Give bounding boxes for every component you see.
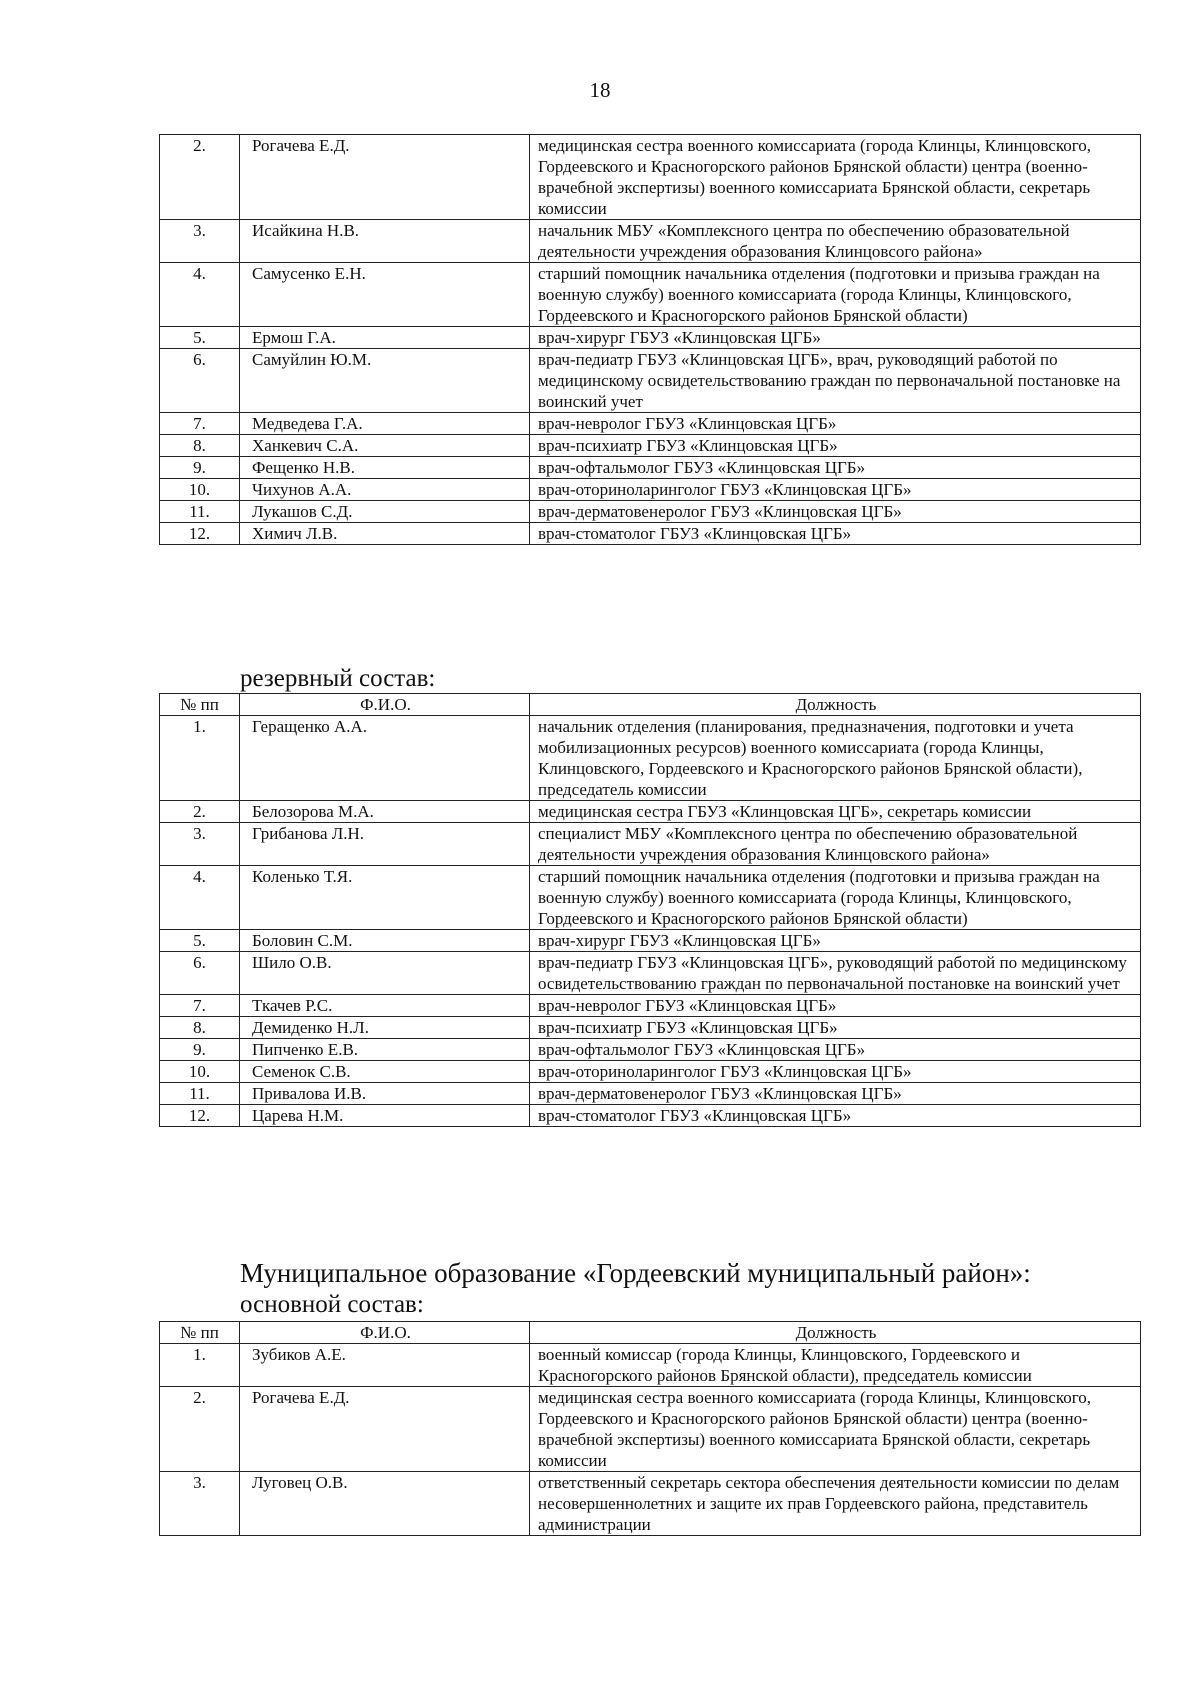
member-name: Боловин С.М. xyxy=(240,930,530,952)
header-num: № пп xyxy=(160,694,240,716)
member-name: Рогачева Е.Д. xyxy=(240,135,530,220)
table-row xyxy=(160,501,1141,523)
row-number: 12. xyxy=(160,1105,240,1127)
member-position: начальник отделения (планирования, предназначения, подготовки и учета мобилизационных ресурсов) военного комиссариата (города Клинцы, Клинцовского, Гордеевского и Красногорского районов Брянской области), председатель комиссии xyxy=(530,716,1141,801)
member-name: Чихунов А.А. xyxy=(240,479,530,501)
reserve-heading: резервный состав: xyxy=(240,665,436,692)
row-number: 6. xyxy=(160,952,240,995)
member-position: врач-психиатр ГБУЗ «Клинцовская ЦГБ» xyxy=(530,1017,1141,1039)
page-number: 18 xyxy=(589,78,611,102)
members-table-continued xyxy=(159,134,1141,545)
member-position: врач-невролог ГБУЗ «Клинцовская ЦГБ» xyxy=(530,995,1141,1017)
row-number: 11. xyxy=(160,501,240,523)
table-row xyxy=(160,1039,1141,1061)
table-row xyxy=(160,995,1141,1017)
member-position: ответственный секретарь сектора обеспечения деятельности комиссии по делам несовершеннолетних и защите их прав Гордеевского района, представитель администрации xyxy=(530,1472,1141,1536)
table-row xyxy=(160,801,1141,823)
member-name: Пипченко Е.В. xyxy=(240,1039,530,1061)
member-name: Ермош Г.А. xyxy=(240,327,530,349)
table-row xyxy=(160,220,1141,263)
table-row xyxy=(160,823,1141,866)
member-position: военный комиссар (города Клинцы, Клинцовского, Гордеевского и Красногорского районов Брянской области), председатель комиссии xyxy=(530,1344,1141,1387)
reserve-members-table xyxy=(159,693,1141,1127)
member-position: старший помощник начальника отделения (подготовки и призыва граждан на военную службу) военного комиссариата (города Клинцы, Клинцовского, Гордеевского и Красногорского районов Брянской области) xyxy=(530,866,1141,930)
table-row xyxy=(160,1344,1141,1387)
member-name: Белозорова М.А. xyxy=(240,801,530,823)
table-row xyxy=(160,930,1141,952)
row-number: 8. xyxy=(160,1017,240,1039)
row-number: 1. xyxy=(160,716,240,801)
member-position: врач-оториноларинголог ГБУЗ «Клинцовская ЦГБ» xyxy=(530,1061,1141,1083)
row-number: 12. xyxy=(160,523,240,545)
member-position: медицинская сестра ГБУЗ «Клинцовская ЦГБ», секретарь комиссии xyxy=(530,801,1141,823)
header-num: № пп xyxy=(160,1322,240,1344)
header-name: Ф.И.О. xyxy=(240,1322,530,1344)
table-row xyxy=(160,1083,1141,1105)
member-position: врач-дерматовенеролог ГБУЗ «Клинцовская ЦГБ» xyxy=(530,1083,1141,1105)
main-composition-heading: основной состав: xyxy=(240,1291,424,1318)
row-number: 10. xyxy=(160,1061,240,1083)
row-number: 11. xyxy=(160,1083,240,1105)
table-row xyxy=(160,135,1141,220)
member-position: старший помощник начальника отделения (подготовки и призыва граждан на военную службу) военного комиссариата (города Клинцы, Клинцовского, Гордеевского и Красногорского районов Брянской области) xyxy=(530,263,1141,327)
member-position: врач-стоматолог ГБУЗ «Клинцовская ЦГБ» xyxy=(530,523,1141,545)
table-row xyxy=(160,952,1141,995)
table-row xyxy=(160,435,1141,457)
row-number: 1. xyxy=(160,1344,240,1387)
member-name: Химич Л.В. xyxy=(240,523,530,545)
member-position: врач-педиатр ГБУЗ «Клинцовская ЦГБ», врач, руководящий работой по медицинскому освидетельствованию граждан по первоначальной постановке на воинский учет xyxy=(530,349,1141,413)
member-name: Рогачева Е.Д. xyxy=(240,1387,530,1472)
member-name: Геращенко А.А. xyxy=(240,716,530,801)
table-row xyxy=(160,523,1141,545)
member-name: Зубиков А.Е. xyxy=(240,1344,530,1387)
row-number: 4. xyxy=(160,263,240,327)
member-position: врач-хирург ГБУЗ «Клинцовская ЦГБ» xyxy=(530,930,1141,952)
table-row xyxy=(160,479,1141,501)
header-name: Ф.И.О. xyxy=(240,694,530,716)
member-position: врач-педиатр ГБУЗ «Клинцовская ЦГБ», руководящий работой по медицинскому освидетельствованию граждан по первоначальной постановке на воинский учет xyxy=(530,952,1141,995)
member-position: врач-стоматолог ГБУЗ «Клинцовская ЦГБ» xyxy=(530,1105,1141,1127)
row-number: 9. xyxy=(160,1039,240,1061)
member-position: врач-невролог ГБУЗ «Клинцовская ЦГБ» xyxy=(530,413,1141,435)
member-name: Медведева Г.А. xyxy=(240,413,530,435)
row-number: 3. xyxy=(160,220,240,263)
member-position: начальник МБУ «Комплексного центра по обеспечению образовательной деятельности учреждения образования Клинцовсого района» xyxy=(530,220,1141,263)
member-position: врач-офтальмолог ГБУЗ «Клинцовская ЦГБ» xyxy=(530,457,1141,479)
member-name: Демиденко Н.Л. xyxy=(240,1017,530,1039)
table-row xyxy=(160,1472,1141,1536)
table-row xyxy=(160,1017,1141,1039)
table-row xyxy=(160,716,1141,801)
row-number: 3. xyxy=(160,1472,240,1536)
header-position: Должность xyxy=(530,1322,1141,1344)
table-row xyxy=(160,263,1141,327)
member-name: Самуйлин Ю.М. xyxy=(240,349,530,413)
table-row xyxy=(160,866,1141,930)
member-name: Фещенко Н.В. xyxy=(240,457,530,479)
table-row xyxy=(160,327,1141,349)
table-header-row xyxy=(160,1322,1141,1344)
row-number: 3. xyxy=(160,823,240,866)
table-row xyxy=(160,1105,1141,1127)
row-number: 5. xyxy=(160,930,240,952)
gordeevsky-members-table xyxy=(159,1321,1141,1536)
member-name: Луговец О.В. xyxy=(240,1472,530,1536)
row-number: 2. xyxy=(160,801,240,823)
member-position: врач-хирург ГБУЗ «Клинцовская ЦГБ» xyxy=(530,327,1141,349)
header-position: Должность xyxy=(530,694,1141,716)
municipality-heading: Муниципальное образование «Гордеевский муниципальный район»: xyxy=(240,1258,1031,1288)
member-name: Исайкина Н.В. xyxy=(240,220,530,263)
row-number: 2. xyxy=(160,1387,240,1472)
table-row xyxy=(160,1387,1141,1472)
member-position: врач-дерматовенеролог ГБУЗ «Клинцовская ЦГБ» xyxy=(530,501,1141,523)
member-name: Грибанова Л.Н. xyxy=(240,823,530,866)
member-name: Ткачев Р.С. xyxy=(240,995,530,1017)
row-number: 9. xyxy=(160,457,240,479)
table-row xyxy=(160,1061,1141,1083)
row-number: 8. xyxy=(160,435,240,457)
row-number: 2. xyxy=(160,135,240,220)
member-position: специалист МБУ «Комплексного центра по обеспечению образовательной деятельности учреждения образования Клинцовского района» xyxy=(530,823,1141,866)
member-name: Семенок С.В. xyxy=(240,1061,530,1083)
table-row xyxy=(160,413,1141,435)
table-row xyxy=(160,349,1141,413)
row-number: 7. xyxy=(160,413,240,435)
member-position: врач-оториноларинголог ГБУЗ «Клинцовская ЦГБ» xyxy=(530,479,1141,501)
member-name: Ханкевич С.А. xyxy=(240,435,530,457)
member-name: Коленько Т.Я. xyxy=(240,866,530,930)
member-position: врач-психиатр ГБУЗ «Клинцовская ЦГБ» xyxy=(530,435,1141,457)
member-name: Лукашов С.Д. xyxy=(240,501,530,523)
member-name: Царева Н.М. xyxy=(240,1105,530,1127)
member-position: медицинская сестра военного комиссариата (города Клинцы, Клинцовского, Гордеевского и Красногорского районов Брянской области) центра (военно-врачебной экспертизы) военного комиссариата Брянской области, секретарь комиссии xyxy=(530,135,1141,220)
member-position: медицинская сестра военного комиссариата (города Клинцы, Клинцовского, Гордеевского и Красногорского районов Брянской области) центра (военно-врачебной экспертизы) военного комиссариата Брянской области, секретарь комиссии xyxy=(530,1387,1141,1472)
member-name: Шило О.В. xyxy=(240,952,530,995)
row-number: 6. xyxy=(160,349,240,413)
row-number: 10. xyxy=(160,479,240,501)
row-number: 5. xyxy=(160,327,240,349)
row-number: 4. xyxy=(160,866,240,930)
table-row xyxy=(160,457,1141,479)
member-position: врач-офтальмолог ГБУЗ «Клинцовская ЦГБ» xyxy=(530,1039,1141,1061)
row-number: 7. xyxy=(160,995,240,1017)
member-name: Привалова И.В. xyxy=(240,1083,530,1105)
member-name: Самусенко Е.Н. xyxy=(240,263,530,327)
table-header-row xyxy=(160,694,1141,716)
